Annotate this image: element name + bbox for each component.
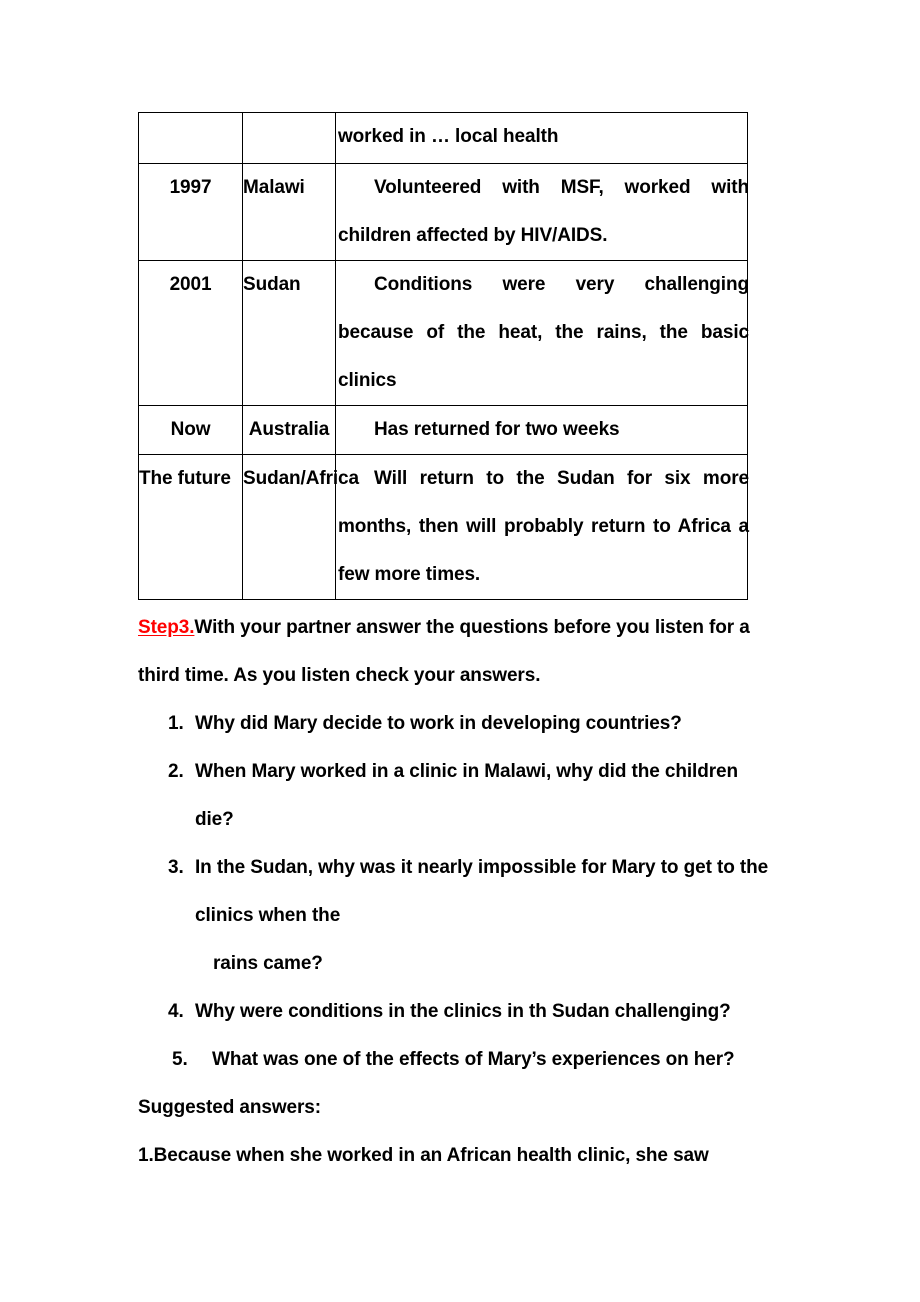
list-item-text-line3: rains came? (213, 953, 323, 974)
cell-text-year: The future (139, 468, 231, 489)
list-item-text: What was one of the effects of Mary’s experiences on her? (212, 1049, 735, 1070)
cell-text-description: worked in … local health (338, 126, 559, 147)
table-cell-year (139, 164, 243, 261)
step3-text-line1: With your partner answer the questions before you listen for a (194, 617, 750, 638)
list-item-text-line1: When Mary worked in a clinic in Malawi, why did the children (195, 761, 738, 782)
table-cell-year (139, 406, 243, 455)
cell-text-place: Sudan/Africa (243, 468, 359, 489)
suggested-answer-item-1 (138, 1132, 782, 1180)
list-item-text: Why were conditions in the clinics in th Sudan challenging? (195, 1001, 731, 1022)
list-item (168, 748, 809, 844)
table-cell-description (336, 113, 748, 164)
table-cell-place (243, 261, 336, 406)
table-cell-place (243, 455, 359, 600)
list-item-number: 4. (168, 1001, 184, 1022)
cell-text-year: 2001 (169, 274, 212, 295)
table-cell-place (243, 406, 336, 455)
cell-text-year: 1997 (169, 177, 212, 198)
table-row (139, 455, 748, 600)
table-cell-year (139, 455, 243, 600)
cell-text-year: Now (170, 419, 211, 440)
table-cell-year (139, 113, 243, 164)
table-row (139, 164, 748, 261)
list-item (172, 1036, 822, 1084)
table-cell-year (139, 261, 243, 406)
cell-text-description: Conditions were very challenging because of the heat, the rains, the basic clinics (338, 274, 749, 391)
table-cell-description (336, 261, 748, 406)
timeline-table-wrapper (138, 112, 749, 600)
list-item-number: 2. (168, 761, 184, 782)
table-row (139, 406, 748, 455)
table-row (139, 113, 748, 164)
table-cell-description (336, 406, 748, 455)
list-item-text-line2: clinics when the (195, 905, 341, 926)
list-item (168, 700, 809, 748)
list-item-number: 3. (168, 857, 184, 878)
step3-paragraph (138, 604, 782, 700)
list-item-text-line1: In the Sudan, why was it nearly impossible for Mary to get to the (195, 857, 769, 878)
timeline-table (138, 112, 748, 600)
list-item-text: Why did Mary decide to work in developing countries? (195, 713, 682, 734)
list-item-number: 5. (172, 1049, 188, 1070)
cell-text-description: Will return to the Sudan for six more months, then will probably return to Africa a few more times. (338, 468, 749, 585)
suggested-answers-section (138, 1084, 782, 1180)
cell-text-place: Sudan (243, 274, 301, 295)
cell-text-description: Has returned for two weeks (374, 419, 620, 440)
table-cell-place (243, 164, 336, 261)
suggested-answers-heading: Suggested answers: (138, 1097, 321, 1118)
list-item-number: 1. (168, 713, 184, 734)
cell-text-place: Australia (248, 419, 330, 440)
question-list (168, 700, 782, 1084)
step3-line-2: third time. As you listen check your answers. (138, 665, 541, 686)
table-cell-place (243, 113, 336, 164)
table-cell-description (336, 164, 748, 261)
step3-label: Step3. (138, 617, 195, 638)
table-row (139, 261, 748, 406)
step3-line-1 (138, 604, 782, 652)
list-item-text-line2: die? (195, 809, 234, 830)
cell-text-description: Volunteered with MSF, worked with children affected by HIV/AIDS. (338, 177, 749, 246)
cell-text-place: Malawi (243, 177, 305, 198)
list-item (168, 844, 809, 988)
answer-1-text: 1.Because when she worked in an African health clinic, she saw (138, 1145, 709, 1166)
list-item (168, 988, 809, 1036)
table-cell-description (336, 455, 748, 600)
